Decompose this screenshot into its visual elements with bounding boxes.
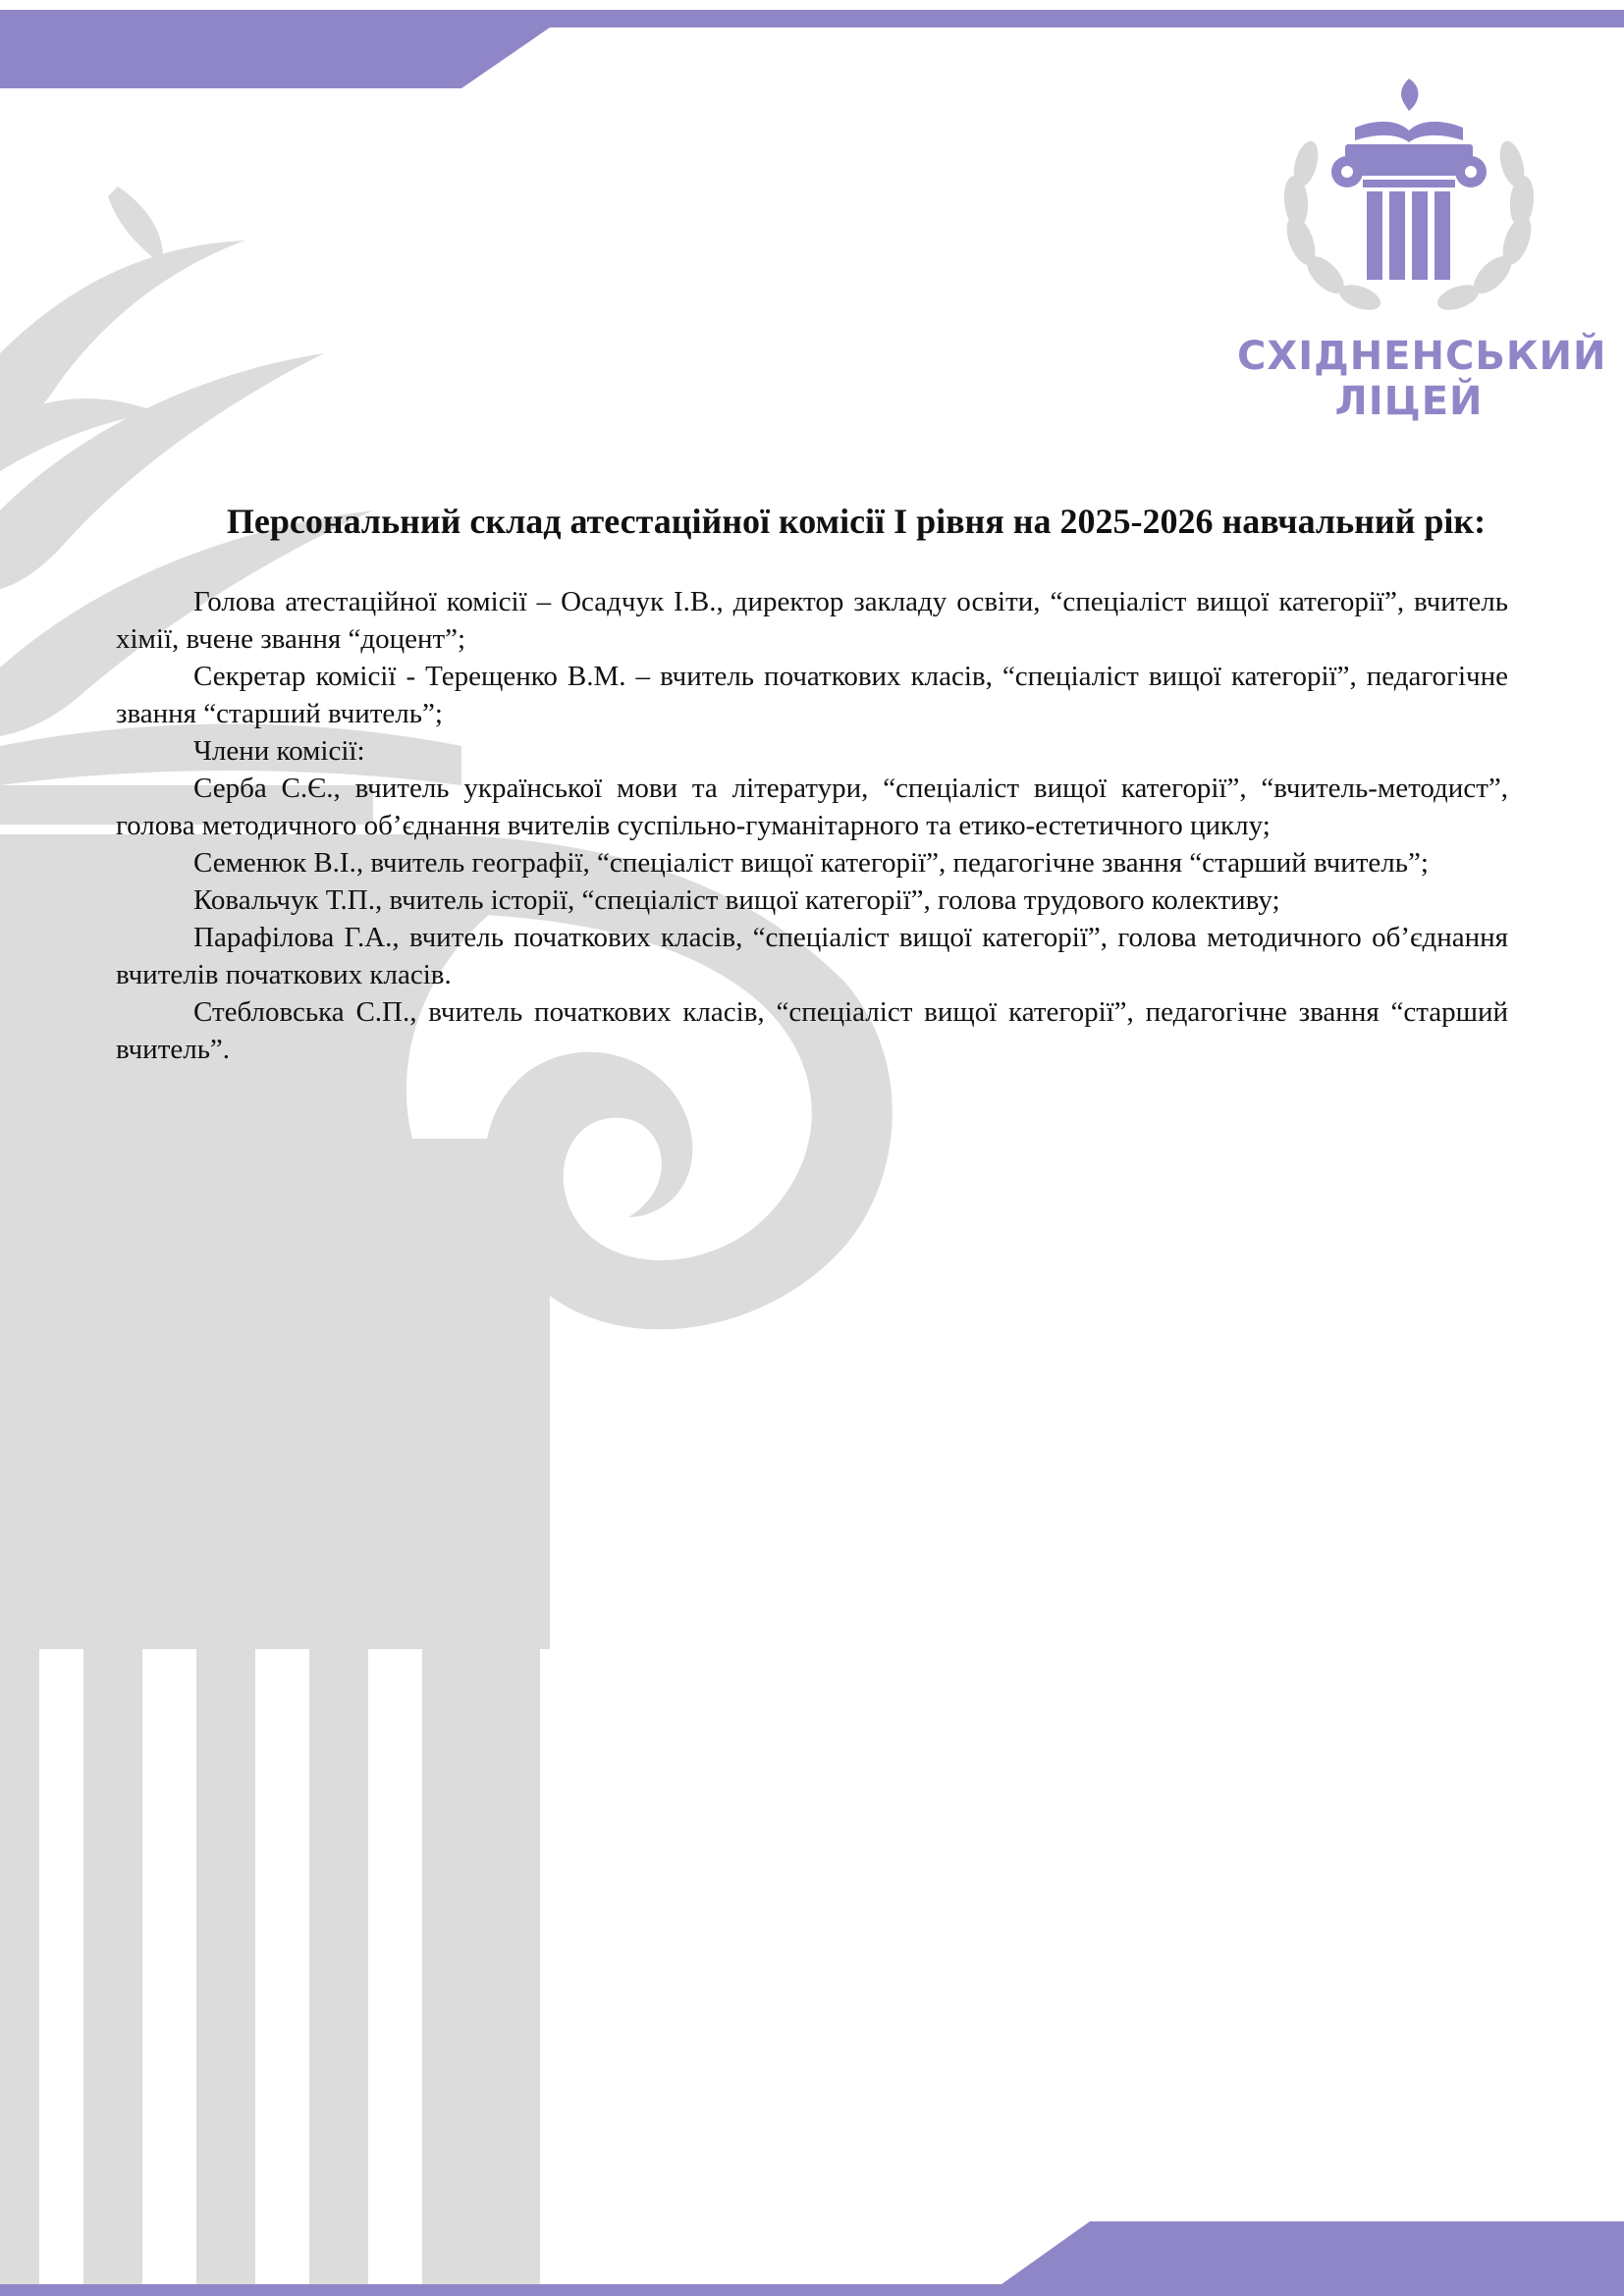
school-logo bbox=[1237, 74, 1607, 437]
document-title: Персональний склад атестаційної комісії І рівня на 2025-2026 навчальний рік: bbox=[226, 502, 1487, 541]
logo-text-line1: СХІДНЕНСЬКИЙ bbox=[1237, 334, 1607, 379]
paragraph-member-kovalchuk: Ковальчук Т.П., вчитель історії, “спеціаліст вищої категорії”, голова трудового колективу; bbox=[193, 884, 1280, 916]
logo-text-line2: ЛІЦЕЙ bbox=[1334, 379, 1484, 424]
paragraph-chair: Голова атестаційної комісії – Осадчук І.В., директор закладу освіти, “спеціаліст вищої категорії”, вчитель хімії, вчене звання “доцент”; bbox=[116, 586, 1508, 655]
paragraph-secretary: Секретар комісії - Терещенко В.М. – вчитель початкових класів, “спеціаліст вищої категорії”, педагогічне звання “старший вчитель”; bbox=[116, 661, 1508, 729]
footer-band bbox=[0, 2214, 1624, 2296]
document-body bbox=[116, 499, 1508, 1068]
paragraph-members-heading: Члени комісії: bbox=[193, 735, 365, 767]
paragraph-member-serba: Серба С.Є., вчитель української мови та літератури, “спеціаліст вищої категорії”, “вчитель-методист”, голова методичного об’єднання вчителів суспільно-гуманітарного та етико-естетичного циклу; bbox=[116, 773, 1508, 841]
column-laurel-book-icon bbox=[1237, 74, 1581, 329]
paragraph-member-semeniuk: Семенюк В.І., вчитель географії, “спеціаліст вищої категорії”, педагогічне звання “старший вчитель”; bbox=[193, 847, 1429, 879]
paragraph-member-parafilova: Парафілова Г.А., вчитель початкових класів, “спеціаліст вищої категорії”, голова методичного об’єднання вчителів початкових класів. bbox=[116, 922, 1508, 990]
paragraph-member-steblovska: Стебловська С.П., вчитель початкових класів, “спеціаліст вищої категорії”, педагогічне звання “старший вчитель”. bbox=[116, 996, 1508, 1065]
